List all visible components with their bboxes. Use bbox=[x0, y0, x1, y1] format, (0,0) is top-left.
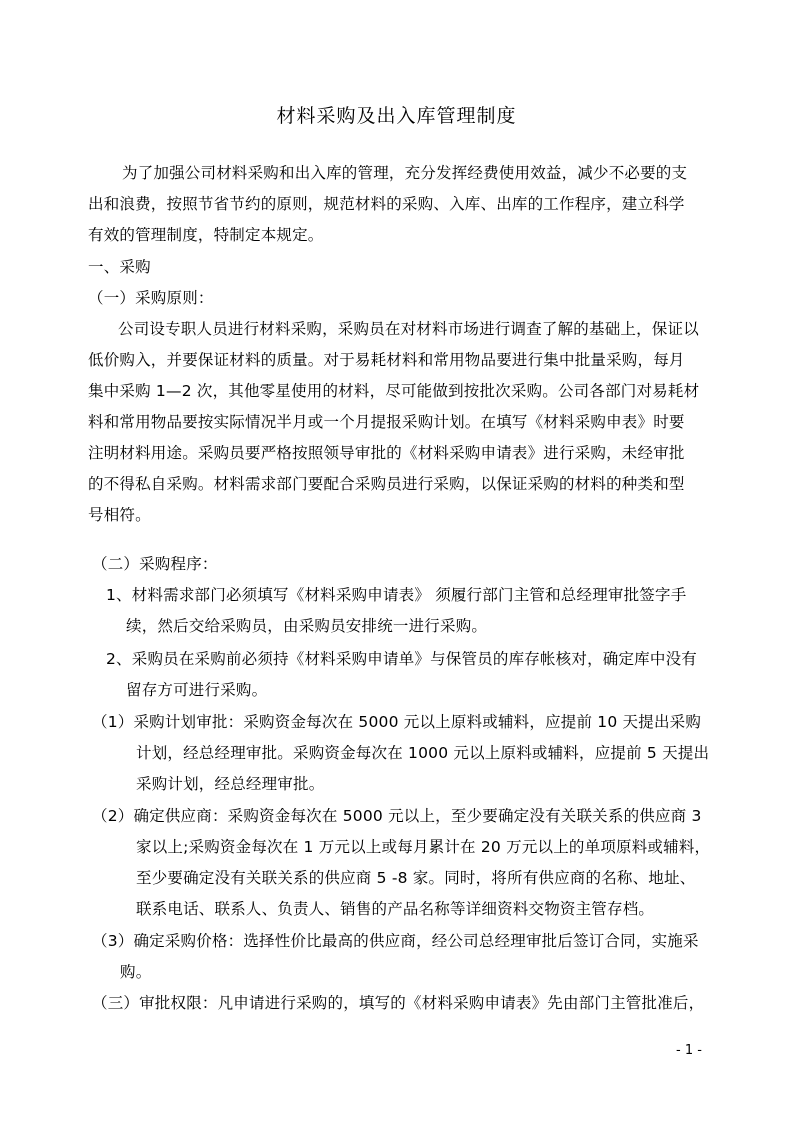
item-2-line-1: （2）确定供应商：采购资金每次在 5000 元以上，至少要确定没有关联关系的供应商 3 bbox=[92, 807, 702, 825]
subsection-heading: （三）审批权限：凡申请进行采购的，填写的《材料采购申请表》先由部门主管批准后， bbox=[92, 994, 705, 1012]
principle-line-7: 号相符。 bbox=[88, 506, 151, 524]
item-2-line-3: 至少要确定没有关联关系的供应商 5 -8 家。同时，将所有供应商的名称、地址、 bbox=[136, 869, 696, 887]
item-2-line-4: 联系电话、联系人、负责人、销售的产品名称等详细资料交物资主管存档。 bbox=[136, 900, 655, 918]
step-2-line-2: 留存方可进行采购。 bbox=[126, 681, 268, 699]
subsection-heading: （二）采购程序： bbox=[92, 555, 218, 573]
intro-line-1: 为了加强公司材料采购和出入库的管理，充分发挥经费使用效益，减少不必要的支 bbox=[122, 164, 688, 182]
item-3-line-1: （3）确定采购价格：选择性价比最高的供应商，经公司总经理审批后签订合同，实施采 bbox=[92, 932, 699, 950]
principle-line-6: 的不得私自采购。材料需求部门要配合采购员进行采购，以保证采购的材料的种类和型 bbox=[88, 475, 685, 493]
item-2-line-2: 家以上;采购资金每次在 1 万元以上或每月累计在 20 万元以上的单项原料或辅料， bbox=[136, 838, 711, 856]
item-1-line-2: 计划，经总经理审批。采购资金每次在 1000 元以上原料或辅料，应提前 5 天提出 bbox=[136, 744, 710, 762]
principle-line-4: 料和常用物品要按实际情况半月或一个月提报采购计划。在填写《材料采购申表》时要 bbox=[88, 413, 685, 431]
item-3-line-2: 购。 bbox=[120, 963, 152, 981]
principle-line-5: 注明材料用途。采购员要严格按照领导审批的《材料采购申请表》进行采购，未经审批 bbox=[88, 444, 685, 462]
principle-line-2: 低价购入，并要保证材料的质量。对于易耗材料和常用物品要进行集中批量采购，每月 bbox=[88, 351, 685, 369]
item-1-line-3: 采购计划，经总经理审批。 bbox=[136, 775, 325, 793]
section-heading: 一、采购 bbox=[88, 258, 151, 276]
item-1-line-1: （1）采购计划审批：采购资金每次在 5000 元以上原料或辅料，应提前 10 天提出采购 bbox=[92, 713, 702, 731]
intro-line-3: 有效的管理制度，特制定本规定。 bbox=[88, 226, 324, 244]
page-number: - 1 - bbox=[676, 1043, 702, 1058]
step-2-line-1: 2、采购员在采购前必须持《材料采购申请单》与保管员的库存帐核对，确定库中没有 bbox=[106, 650, 697, 668]
principle-line-3: 集中采购 1—2 次，其他零星使用的材料，尽可能做到按批次采购。公司各部门对易耗材 bbox=[88, 382, 700, 400]
subsection-heading: （一）采购原则： bbox=[88, 289, 214, 307]
principle-line-1: 公司设专职人员进行材料采购，采购员在对材料市场进行调查了解的基础上，保证以 bbox=[118, 320, 699, 338]
step-1-line-2: 续，然后交给采购员，由采购员安排统一进行采购。 bbox=[126, 617, 488, 635]
intro-line-2: 出和浪费，按照节省节约的原则，规范材料的采购、入库、出库的工作程序，建立科学 bbox=[88, 195, 685, 213]
step-1-line-1: 1、材料需求部门必须填写《材料采购申请表》 须履行部门主管和总经理审批签字手 bbox=[106, 586, 687, 604]
document-title: 材料采购及出入库管理制度 bbox=[276, 105, 517, 127]
